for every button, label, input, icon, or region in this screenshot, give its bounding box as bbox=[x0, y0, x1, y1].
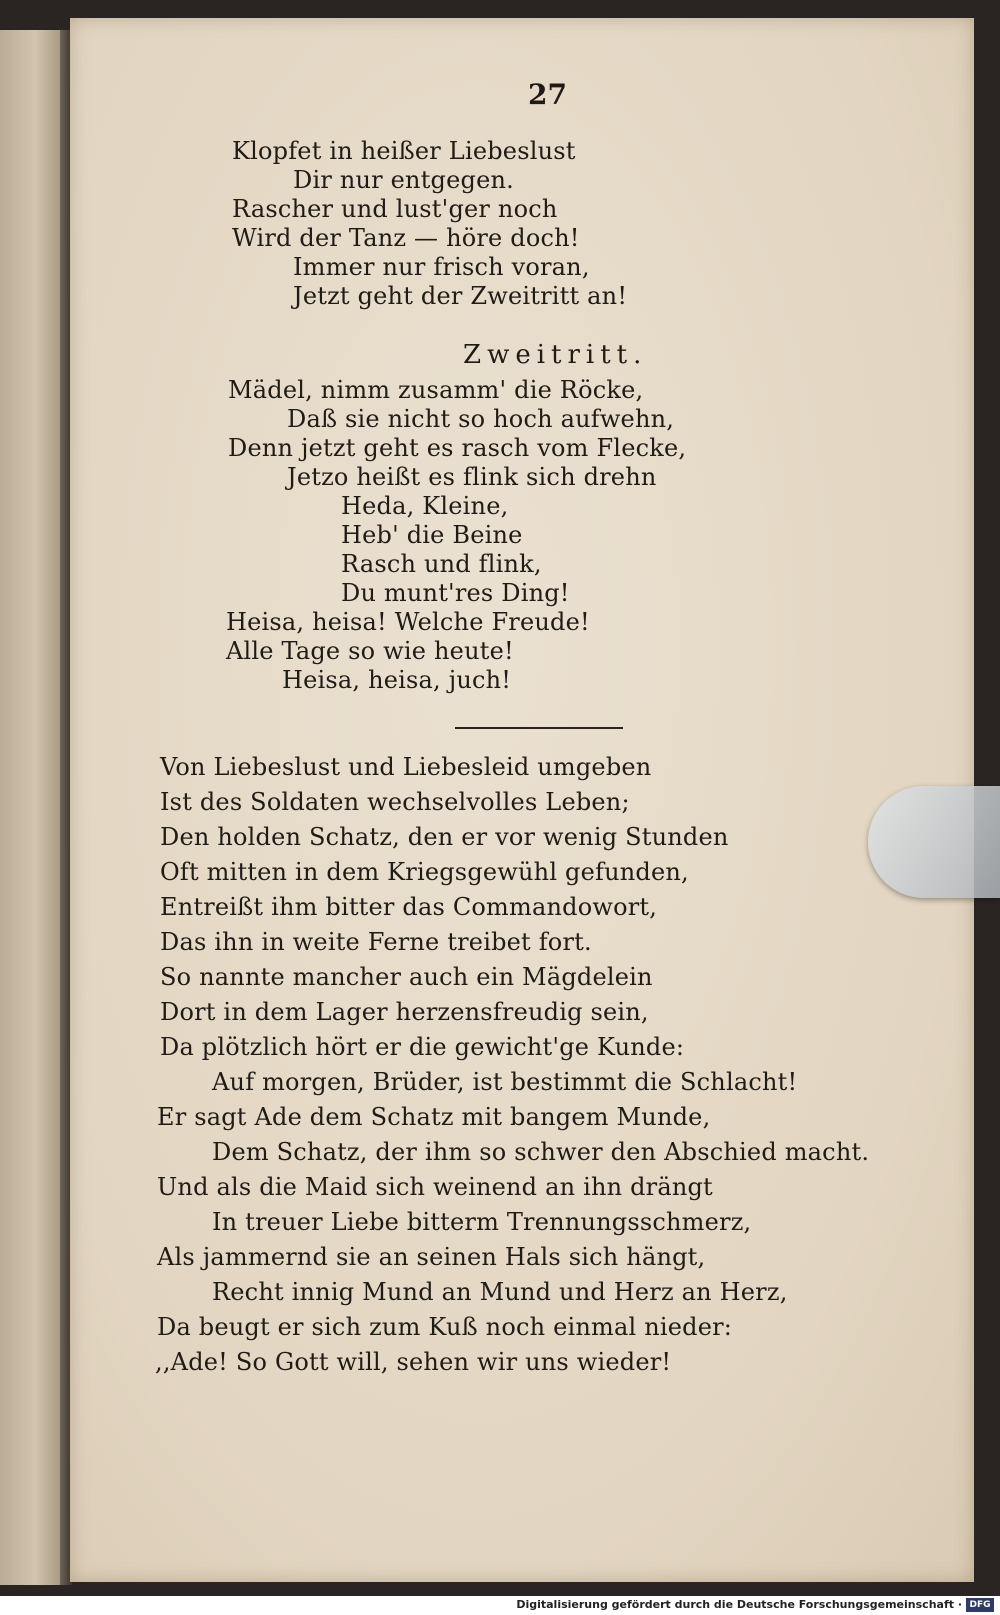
text-line: Und als die Maid sich weinend an ihn drängt bbox=[157, 1173, 713, 1201]
text-line: Dort in dem Lager herzensfreudig sein, bbox=[160, 998, 649, 1026]
text-line: Daß sie nicht so hoch aufwehn, bbox=[287, 405, 675, 433]
text-line: Denn jetzt geht es rasch vom Flecke, bbox=[228, 434, 687, 462]
text-line: So nannte mancher auch ein Mägdelein bbox=[160, 963, 653, 991]
text-line: Ist des Soldaten wechselvolles Leben; bbox=[160, 788, 630, 816]
footer-credit: Digitalisierung gefördert durch die Deutsche Forschungsgemeinschaft · bbox=[516, 1598, 962, 1611]
text-line: Recht innig Mund an Mund und Herz an Herz, bbox=[212, 1278, 788, 1306]
page-number: 27 bbox=[528, 78, 567, 111]
text-line: Jetzo heißt es flink sich drehn bbox=[287, 463, 657, 491]
text-line: Heda, Kleine, bbox=[341, 492, 509, 520]
dfg-logo: DFG bbox=[966, 1598, 994, 1612]
text-line: Mädel, nimm zusamm' die Röcke, bbox=[228, 376, 644, 404]
text-line: Entreißt ihm bitter das Commandowort, bbox=[160, 893, 658, 921]
text-line: Heb' die Beine bbox=[341, 521, 523, 549]
text-line: Rascher und lust'ger noch bbox=[232, 195, 558, 223]
text-line: Heisa, heisa! Welche Freude! bbox=[226, 608, 590, 636]
text-line: Immer nur frisch voran, bbox=[293, 253, 590, 281]
section-divider bbox=[455, 727, 623, 729]
text-line: Alle Tage so wie heute! bbox=[226, 637, 514, 665]
text-line: In treuer Liebe bitterm Trennungsschmerz, bbox=[212, 1208, 752, 1236]
text-line: ,,Ade! So Gott will, sehen wir uns wieder! bbox=[155, 1348, 672, 1376]
page-marker-tab bbox=[868, 786, 1000, 898]
text-line: Du munt'res Ding! bbox=[341, 579, 570, 607]
text-line: Da beugt er sich zum Kuß noch einmal nieder: bbox=[157, 1313, 733, 1341]
text-line: Oft mitten in dem Kriegsgewühl gefunden, bbox=[160, 858, 689, 886]
section-heading: Zweitritt. bbox=[463, 340, 648, 370]
text-line: Jetzt geht der Zweitritt an! bbox=[293, 282, 628, 310]
text-line: Dem Schatz, der ihm so schwer den Abschied macht. bbox=[212, 1138, 870, 1166]
text-line: Den holden Schatz, den er vor wenig Stunden bbox=[160, 823, 729, 851]
text-line: Klopfet in heißer Liebeslust bbox=[232, 137, 576, 165]
text-line: Dir nur entgegen. bbox=[293, 166, 514, 194]
text-line: Das ihn in weite Ferne treibet fort. bbox=[160, 928, 592, 956]
text-line: Rasch und flink, bbox=[341, 550, 542, 578]
text-line: Auf morgen, Brüder, ist bestimmt die Schlacht! bbox=[212, 1068, 798, 1096]
text-line: Er sagt Ade dem Schatz mit bangem Munde, bbox=[157, 1103, 711, 1131]
text-line: Heisa, heisa, juch! bbox=[282, 666, 512, 694]
text-line: Da plötzlich hört er die gewicht'ge Kunde: bbox=[160, 1033, 685, 1061]
text-line: Wird der Tanz — höre doch! bbox=[232, 224, 580, 252]
text-line: Von Liebeslust und Liebesleid umgeben bbox=[160, 753, 652, 781]
text-line: Als jammernd sie an seinen Hals sich hängt, bbox=[157, 1243, 706, 1271]
left-page-edge bbox=[0, 30, 64, 1585]
